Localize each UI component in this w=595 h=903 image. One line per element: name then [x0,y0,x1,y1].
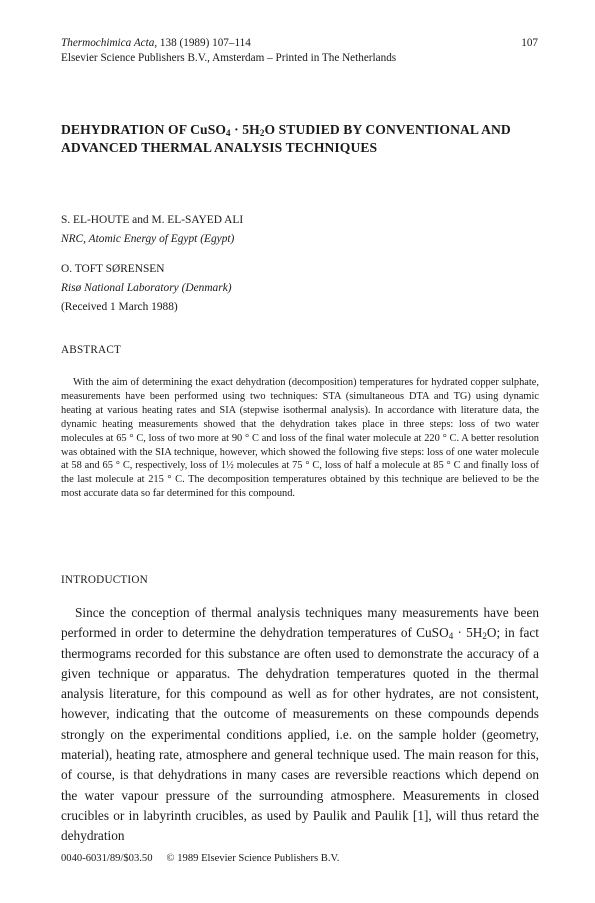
publisher-line: Elsevier Science Publishers B.V., Amsterdam – Printed in The Netherlands [61,52,397,64]
author-names-1: S. EL-HOUTE and M. EL-SAYED ALI [61,214,244,226]
journal-name: Thermochimica Acta, [61,37,158,49]
title-part: O STUDIED BY CONVENTIONAL AND ADVANCED THERMAL ANALYSIS TECHNIQUES [61,122,511,155]
introduction-body [61,603,539,847]
page-number: 107 [521,37,538,49]
copyright-notice: © 1989 Elsevier Science Publishers B.V. [166,853,340,864]
title-part: · 5H [230,122,260,137]
journal-citation [61,37,251,49]
intro-subscript: 4 [448,631,454,642]
intro-text-part: O; in fact thermograms recorded for this substance are often used to demonstrate the accuracy of a given technique or apparatus. The dehydration temperatures quoted in the thermal analysis literature, for this compound as well as for other hydrates, are not consistent, however, indicating that the outcome of measurements on these compounds depends strongly on the experimental conditions applied, i.e. on the sample holder (geometry, material), heating rate, atmosphere and general technique used. The main reason for this, of course, is that dehydrations in many cases are reversible reactions which depend on the water vapour pressure of the surrounding atmosphere. Measurements in closed crucibles or in labyrinth crucibles, as used by Paulik and Paulik [1], will thus retard the dehydration [61,625,540,844]
journal-reference: 138 (1989) 107–114 [157,37,251,49]
title-part: DEHYDRATION OF CuSO [61,122,227,137]
introduction-heading: INTRODUCTION [61,574,148,586]
received-date: (Received 1 March 1988) [61,301,178,313]
intro-text-part: Since the conception of thermal analysis techniques many measurements have been performed in order to determine the dehydration temperatures of CuSO [61,605,539,641]
intro-subscript: 2 [482,631,487,642]
abstract-body: With the aim of determining the exact dehydration (decomposition) temperatures for hydrated copper sulphate, measurements have been performed using two techniques: STA (simultaneous DTA and TG) using dynamic heating at various heating rates and SIA (stepwise isothermal analysis). In accordance with literature data, the dynamic heating measurements showed that the dehydration takes place in three steps: loss of two water molecules at 65 ° C, loss of two more at 90 ° C and loss of the final water molecule at 220 ° C. A better resolution was obtained with the SIA technique, however, which showed the following five steps: loss of one water molecule at 58 and 65 ° C, respectively, loss of 1½ molecules at 75 ° C, loss of half a molecule at 85 ° C and finally loss of the last molecule at 215 ° C. The decomposition temperatures obtained by this technique are believed to be the most accurate data so far determined for this compound. [61,377,539,500]
abstract-heading: ABSTRACT [61,344,122,356]
issn-code: 0040-6031/89/$03.50 [61,853,153,864]
page-footer [61,853,339,864]
article-title [61,121,551,157]
intro-text-part: · 5H [453,625,483,641]
author-affiliation-1: NRC, Atomic Energy of Egypt (Egypt) [61,233,235,245]
author-affiliation-2: Risø National Laboratory (Denmark) [61,282,232,294]
title-subscript: 2 [259,128,265,138]
author-name-2: O. TOFT SØRENSEN [61,263,165,275]
title-subscript: 4 [226,128,231,138]
